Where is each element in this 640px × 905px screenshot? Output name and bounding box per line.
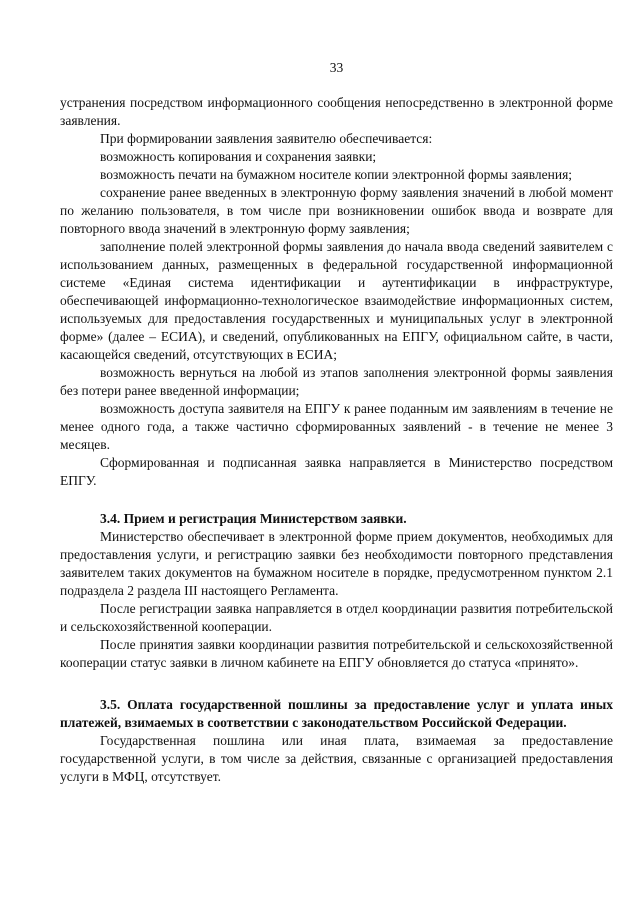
- paragraph-continuation: устранения посредством информационного сообщения непосредственно в электронной форме заявления.: [60, 95, 613, 128]
- section-spacer: [60, 672, 613, 696]
- paragraph: Министерство обеспечивает в электронной форме прием документов, необходимых для предоставления услуги, и регистрацию заявки без необходимости повторного представления заявителем таких документов на бумажном носителе в порядке, предусмотренном пунктом 2.1 подраздела 2 раздела III настоящего Регламента.: [60, 529, 613, 598]
- section-heading-3-5: 3.5. Оплата государственной пошлины за предоставление услуг и уплата иных платежей, взимаемых в соответствии с законодательством Российской Федерации.: [60, 697, 613, 730]
- paragraph: Сформированная и подписанная заявка направляется в Министерство посредством ЕПГУ.: [60, 455, 613, 488]
- list-item: заполнение полей электронной формы заявления до начала ввода сведений заявителем с использованием данных, размещенных в федеральной государственной информационной системе «Единая система идентификации и аутентификации в инфраструктуре, обеспечивающей информационно-технологическое взаимодействие информационных систем, используемых для предоставления государственных и муниципальных услуг в электронной форме» (далее – ЕСИА), и сведений, опубликованных на ЕПГУ, официальном сайте, в части, касающейся сведений, отсутствующих в ЕСИА;: [60, 239, 613, 362]
- paragraph: После принятия заявки координации развития потребительской и сельскохозяйственной кооперации статус заявки в личном кабинете на ЕПГУ обновляется до статуса «принято».: [60, 637, 613, 670]
- list-item: возможность доступа заявителя на ЕПГУ к ранее поданным им заявлениям в течение не менее одного года, а также частично сформированных заявлений - в течение не менее 3 месяцев.: [60, 401, 613, 452]
- paragraph-intro: При формировании заявления заявителю обеспечивается:: [100, 131, 433, 146]
- list-item: возможность копирования и сохранения заявки;: [100, 149, 377, 164]
- section-heading-3-4: 3.4. Прием и регистрация Министерством заявки.: [100, 511, 407, 526]
- paragraph: После регистрации заявка направляется в отдел координации развития потребительской и сельскохозяйственной кооперации.: [60, 601, 613, 634]
- list-item: сохранение ранее введенных в электронную форму заявления значений в любой момент по желанию пользователя, в том числе при возникновении ошибок ввода и возврате для повторного ввода значений в электронную форму заявления;: [60, 185, 613, 236]
- paragraph: Государственная пошлина или иная плата, взимаемая за предоставление государственной услуги, в том числе за действия, связанные с организацией предоставления услуги в МФЦ, отсутствует.: [60, 733, 613, 784]
- list-item: возможность печати на бумажном носителе копии электронной формы заявления;: [100, 167, 573, 182]
- document-body: [60, 94, 613, 786]
- list-item: возможность вернуться на любой из этапов заполнения электронной формы заявления без потери ранее введенной информации;: [60, 365, 613, 398]
- section-spacer: [60, 490, 613, 510]
- page-number: 33: [329, 60, 344, 75]
